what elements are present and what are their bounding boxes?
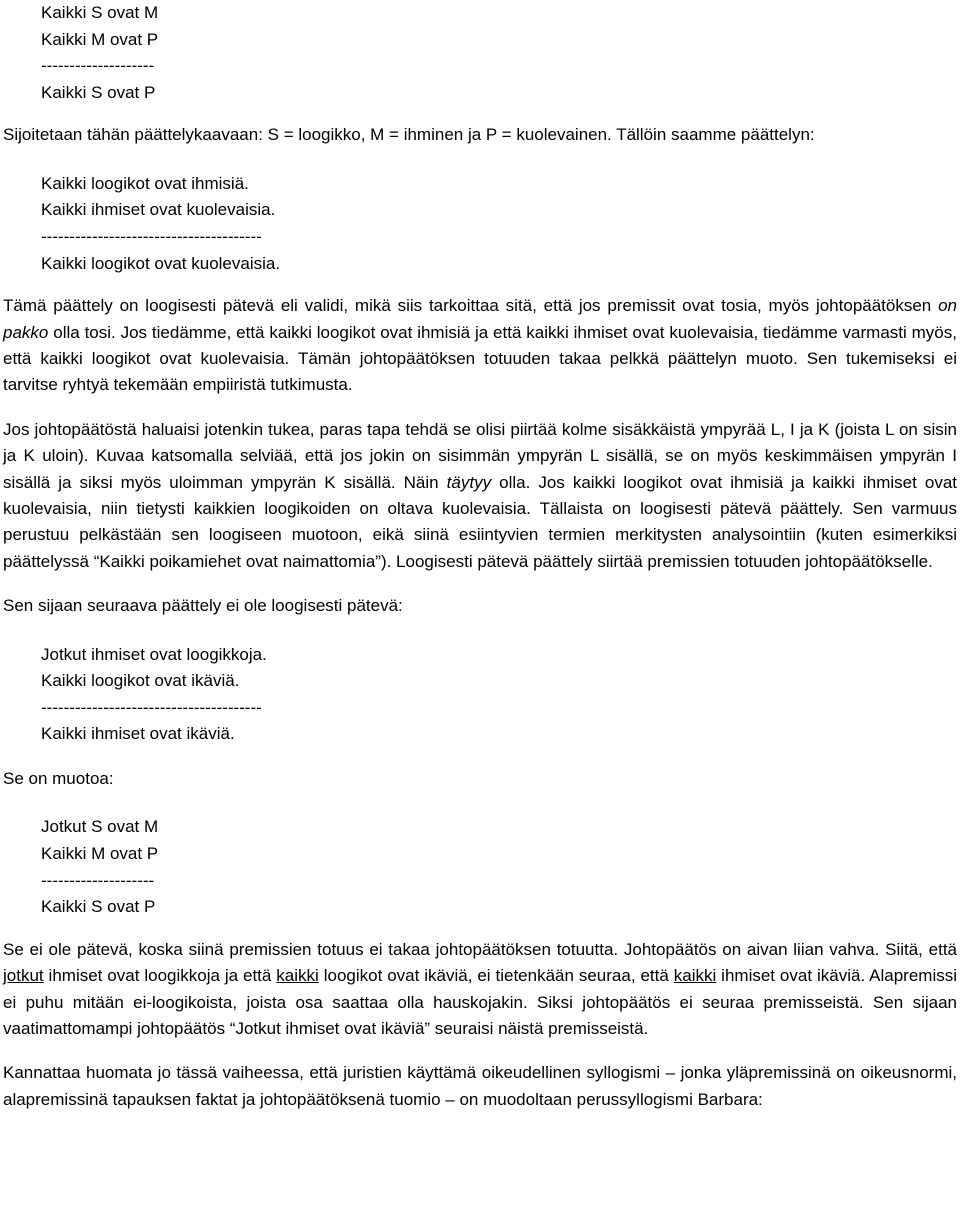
form2-premise2: Kaikki M ovat P [41, 844, 159, 863]
example2-premise1: Jotkut ihmiset ovat loogikkoja. [41, 644, 267, 664]
form1-premise2: Kaikki M ovat P [41, 29, 159, 49]
document-page [3, 0, 957, 1113]
notvalid-underline-3: kaikki [673, 966, 717, 986]
syllogism-form-2 [3, 814, 957, 920]
paragraph-not-valid [3, 937, 957, 1043]
notvalid-underline-2: kaikki [276, 966, 319, 986]
circles-text-2: olla. Jos kaikki loogikot ovat ihmisiä ja kaikki ihmiset ovat kuolevaisia, niin tietysti kaikkien loogikoiden on oltava kuolevaisia. Tällaista on loogisesti pätevä päättely. Sen varmuus perustuu pelkästään sen loogiseen muotoon, eikä siinä esiintyvien termien merkitysten analysointiin (kuten esimerkiksi päättelyssä “Kaikki poikamiehet ovat naimattomia”). Loogisesti pätevä päättely siirtää premissien totuuden johtopäätökselle. [3, 472, 957, 571]
paragraph-validity [3, 293, 957, 399]
notvalid-text-1: Se ei ole pätevä, koska siinä premissien totuus ei takaa johtopäätöksen totuutta. Johtopäätös on aivan liian vahva. Siitä, että [3, 939, 957, 959]
form2-premise1: Jotkut S ovat M [41, 817, 159, 837]
form1-premise1: Kaikki S ovat M [41, 3, 159, 22]
syllogism-example-1 [3, 171, 957, 277]
form2-separator: -------------------- [41, 870, 155, 890]
example1-premise2: Kaikki ihmiset ovat kuolevaisia. [41, 200, 276, 220]
paragraph-substitution: Sijoitetaan tähän päättelykaavaan: S = loogikko, M = ihminen ja P = kuolevainen. Tällöin saamme päättelyn: [3, 125, 815, 145]
syllogism-form-1 [3, 0, 957, 106]
example1-premise1: Kaikki loogikot ovat ihmisiä. [41, 173, 249, 193]
example2-separator: --------------------------------------- [41, 697, 262, 717]
validity-text-2: olla tosi. Jos tiedämme, että kaikki loogikot ovat ihmisiä ja että kaikki ihmiset ovat kuolevaisia, tiedämme varmasti myös, että kaikki loogikot ovat kuolevaisia. Tämän johtopäätöksen totuuden takaa pelkkä päättelyn muoto. Sen tukemiseksi ei tarvitse ryhtyä tekemään empiiristä tutkimusta. [3, 322, 957, 395]
validity-emphasis: on pakko [3, 296, 957, 342]
example2-conclusion: Kaikki ihmiset ovat ikäviä. [41, 724, 235, 744]
example2-premise2: Kaikki loogikot ovat ikäviä. [41, 671, 240, 691]
circles-emphasis: täytyy [446, 472, 492, 492]
notvalid-text-3: loogikot ovat ikäviä, ei tietenkään seuraa, että [318, 966, 674, 986]
form1-separator: -------------------- [41, 56, 155, 76]
example1-conclusion: Kaikki loogikot ovat kuolevaisia. [41, 253, 281, 273]
paragraph-legal-syllogism: Kannattaa huomata jo tässä vaiheessa, että juristien käyttämä oikeudellinen syllogismi – jonka yläpremissinä on oikeusnormi, alapremissinä tapauksen faktat ja johtopäätöksenä tuomio – on muodoltaan perussyllogismi Barbara: [3, 1063, 957, 1109]
example1-separator: --------------------------------------- [41, 226, 262, 246]
syllogism-example-2 [3, 642, 957, 748]
notvalid-text-2: ihmiset ovat loogikkoja ja että [43, 966, 277, 986]
notvalid-text-4: ihmiset ovat ikäviä. Alapremissi ei puhu mitään ei-loogikoista, joista osa saattaa olla hauskojakin. Siksi johtopäätös ei seuraa premisseistä. Sen sijaan vaatimattomampi johtopäätös “Jotkut ihmiset ovat ikäviä” seuraisi näistä premisseistä. [3, 966, 957, 1038]
circles-text-1: Jos johtopäätöstä haluaisi jotenkin tukea, paras tapa tehdä se olisi piirtää kolme sisäkkäistä ympyrää L, I ja K (joista L on sisin ja K uloin). Kuvaa katsomalla selviää, että jos jokin on sisimmän ympyrän L sisällä, se on myös keskimmäisen ympyrän I sisällä ja siksi myös uloimman ympyrän K sisällä. Näin [3, 419, 957, 492]
paragraph-form-intro: Se on muotoa: [3, 769, 114, 788]
paragraph-invalid-intro: Sen sijaan seuraava päättely ei ole loogisesti pätevä: [3, 596, 403, 616]
paragraph-circles [3, 417, 957, 575]
validity-text-1: Tämä päättely on loogisesti pätevä eli validi, mikä siis tarkoittaa sitä, että jos premissit ovat tosia, myös johtopäätöksen [3, 296, 939, 316]
notvalid-underline-1: jotkut [3, 966, 44, 986]
form2-conclusion: Kaikki S ovat P [41, 897, 156, 917]
form1-conclusion: Kaikki S ovat P [41, 82, 156, 102]
